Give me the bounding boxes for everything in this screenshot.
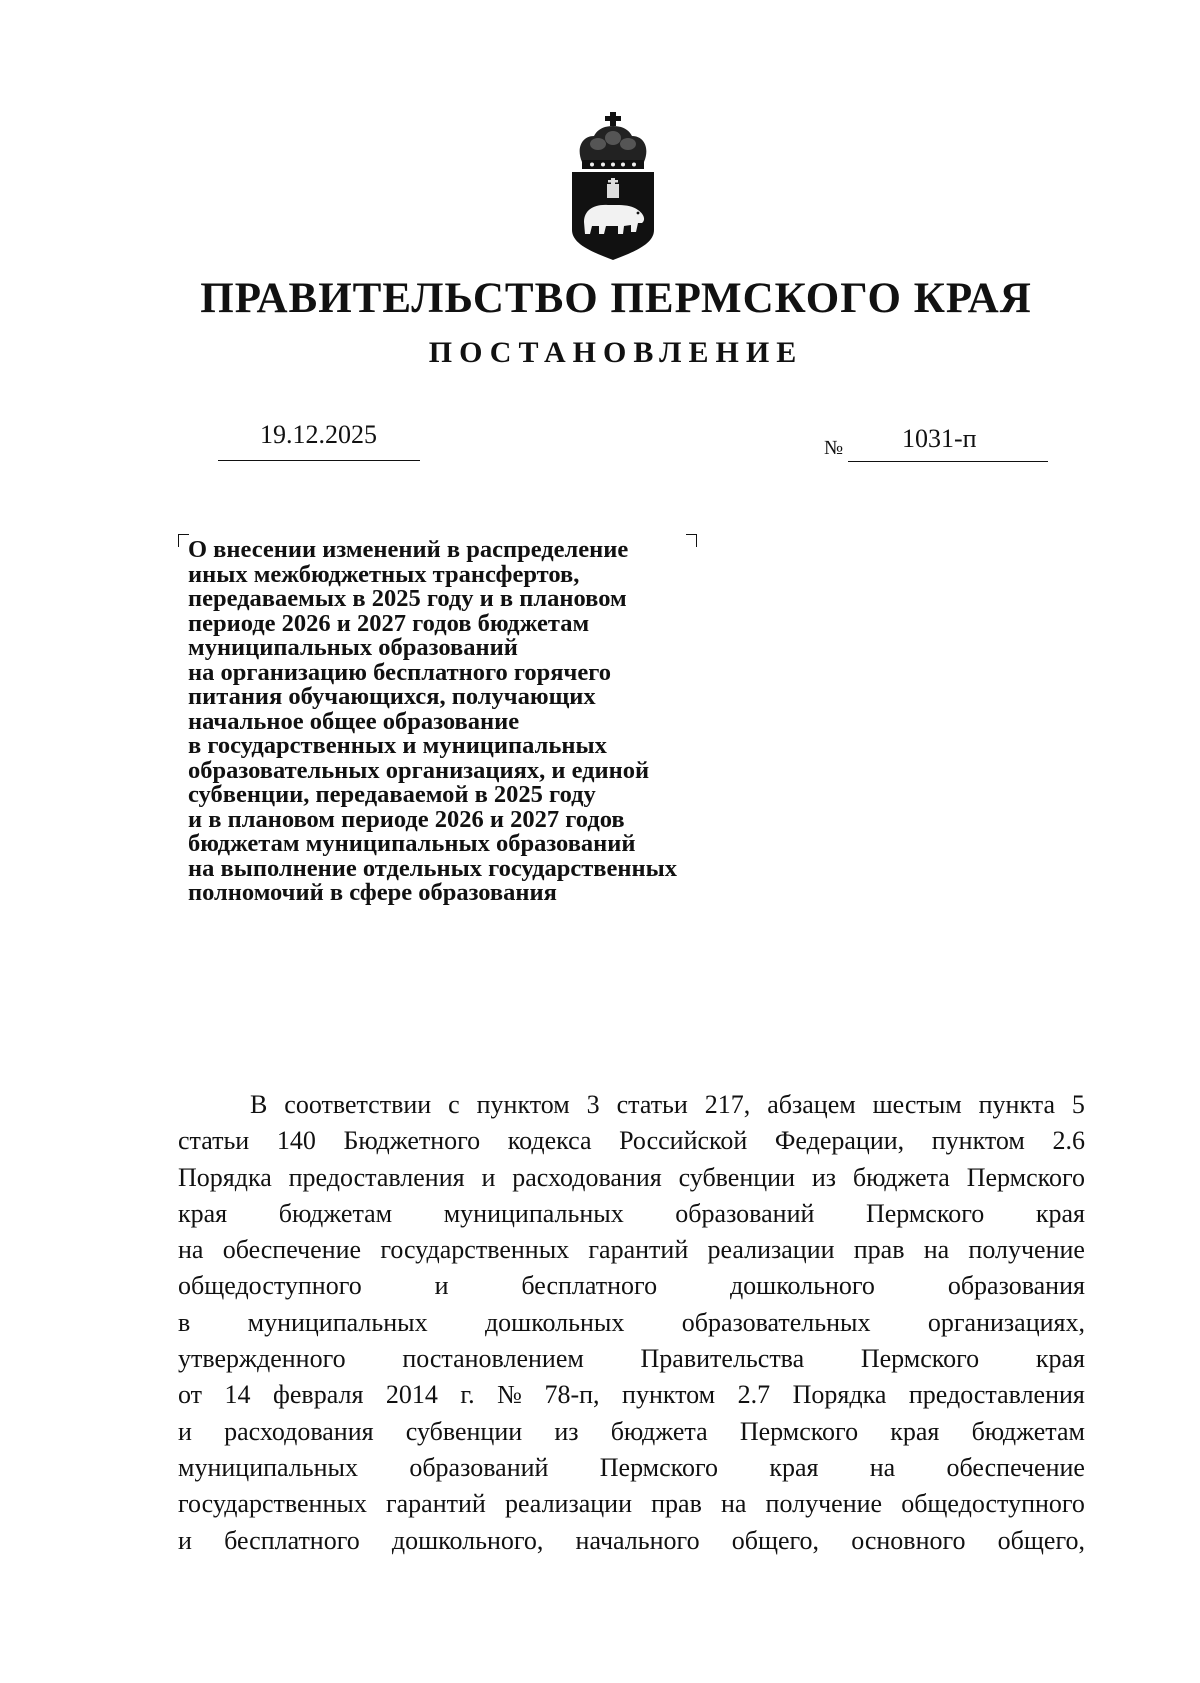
number-underline [848,461,1048,462]
subject-line: передаваемых в 2025 году и в плановом [188,585,627,612]
body-word: начального [575,1525,700,1555]
body-word: муниципальных [178,1452,359,1482]
body-word: кодекса [507,1126,592,1156]
body-word: получение [968,1235,1085,1265]
body-word: края [769,1452,819,1482]
body-word: и [178,1416,192,1446]
body-word: основного [851,1525,966,1555]
body-line [178,1414,1085,1450]
perm-krai-coat-of-arms-icon [568,110,658,260]
body-word: организациях, [927,1307,1085,1337]
body-word: края [1035,1198,1085,1228]
body-word: гарантий [385,1489,486,1519]
subject-line: О внесении изменений в распределение [188,536,629,563]
body-word: февраля [273,1380,364,1410]
subject-corner-mark-left [178,534,189,547]
body-word: бюджетам [971,1416,1085,1446]
body-word: бесплатного [521,1271,658,1301]
body-word: Правительства [640,1344,805,1374]
body-word: на [178,1235,204,1265]
body-line [178,1377,1085,1413]
body-word: и [178,1525,192,1555]
subject-line: бюджетам муниципальных образований [188,830,636,857]
body-word: края [890,1416,940,1446]
body-word: образований [675,1198,815,1228]
document-body [178,1087,1085,1559]
body-line [178,1123,1085,1159]
document-date-field [218,420,420,461]
body-word: государственных [178,1489,367,1519]
body-word: и [481,1162,496,1192]
body-word: края [178,1198,228,1228]
document-number: 1031-п [902,424,977,453]
body-line [178,1268,1085,1304]
body-word: на [923,1235,950,1265]
body-word: гарантий [588,1235,689,1265]
body-word: края [1035,1344,1085,1374]
body-line [178,1341,1085,1377]
body-line [178,1486,1085,1522]
body-word: В [250,1090,268,1119]
document-number-field [824,420,1048,462]
body-line [178,1196,1085,1232]
body-word: субвенции [678,1162,795,1192]
body-word: прав [853,1235,905,1265]
body-word: реализации [504,1489,633,1519]
body-word: бесплатного [224,1525,360,1555]
body-word: прав [651,1489,702,1519]
body-word: общего, [997,1525,1085,1555]
body-word: предоставления [908,1380,1085,1410]
body-word: Порядка [792,1380,887,1410]
body-word: дошкольных [484,1307,625,1337]
body-word: бюджетам [278,1198,393,1228]
document-date: 19.12.2025 [260,420,377,449]
body-word: соответствии [284,1090,432,1119]
body-word: бюджета [852,1162,950,1192]
body-word: с [448,1090,460,1119]
body-word: Порядка [178,1162,272,1192]
body-word: на [720,1489,747,1519]
body-word: Бюджетного [343,1126,481,1156]
body-word: 140 [276,1126,316,1156]
body-word: пунктом [476,1090,570,1119]
government-title: ПРАВИТЕЛЬСТВО ПЕРМСКОГО КРАЯ [200,275,1032,322]
subject-corner-mark-right [686,534,697,547]
body-line [178,1087,1085,1123]
body-word: образований [409,1452,549,1482]
body-word: на [869,1452,896,1482]
body-word: общего, [731,1525,820,1555]
body-word: 14 [224,1380,251,1410]
body-word: 217, [704,1090,751,1119]
body-word: образования [947,1271,1085,1301]
body-word: постановлением [402,1344,584,1374]
body-word: пунктом [622,1380,716,1410]
body-word: Российской [619,1126,748,1156]
subject-line: иных межбюджетных трансфертов, [188,560,580,588]
body-word: № [497,1380,522,1410]
subject-line: питания обучающихся, получающих [188,683,596,710]
body-word: статьи [178,1126,250,1156]
subject-line: периоде 2026 и 2027 годов бюджетам [188,609,590,637]
subject-line: на организацию бесплатного горячего [188,658,611,686]
body-word: Пермского [599,1452,718,1482]
body-word: дошкольного, [391,1525,544,1555]
body-word: реализации [707,1235,835,1265]
body-word: Пермского [739,1416,859,1446]
body-word: расходования [512,1162,662,1192]
body-word: обеспечение [222,1235,362,1265]
body-line [178,1450,1085,1486]
body-word: г. [460,1380,475,1410]
body-word: Пермского [865,1198,985,1228]
body-word: получение [765,1489,883,1519]
body-word: дошкольного [729,1271,875,1301]
body-word: муниципальных [443,1198,624,1228]
body-word: Пермского [860,1344,980,1374]
body-word: 3 [586,1090,600,1119]
subject-line: начальное общее образование [188,707,520,735]
body-line [178,1523,1085,1559]
body-line [178,1232,1085,1268]
body-word: 2.7 [737,1380,771,1410]
body-line [178,1160,1085,1196]
body-word: абзацем [767,1090,856,1119]
body-word: обеспечение [946,1452,1085,1482]
body-word: бюджета [610,1416,708,1446]
subject-line: полномочий в сфере образования [188,879,557,906]
subject-line: в государственных и муниципальных [188,732,607,759]
body-word: 5 [1071,1090,1085,1119]
body-word: государственных [380,1235,570,1265]
subject-line: и в плановом периоде 2026 и 2027 годов [188,805,625,833]
body-word: от [178,1380,203,1410]
body-word: и [434,1271,449,1301]
subject-line: субвенции, передаваемой в 2025 году [188,781,596,808]
body-word: в [178,1307,191,1337]
body-word: 2.6 [1052,1126,1085,1156]
body-word: Федерации, [774,1126,905,1156]
body-word: пунктом [931,1126,1025,1156]
body-word: расходования [224,1416,374,1446]
body-word: пункта [978,1090,1055,1119]
body-word: 78-п, [544,1380,600,1410]
body-word: из [811,1162,837,1192]
body-word: статьи [616,1090,688,1119]
body-word: образовательных [681,1307,871,1337]
document-subject [188,538,788,906]
body-word: 2014 [385,1380,438,1410]
body-word: предоставления [288,1162,465,1192]
body-line [178,1305,1085,1341]
body-word: шестым [872,1090,962,1119]
body-word: общедоступного [178,1271,362,1301]
subject-line: муниципальных образований [188,634,518,661]
subject-line: образовательных организациях, и единой [188,756,650,784]
body-word: субвенции [405,1416,523,1446]
body-word: утвержденного [178,1344,346,1374]
body-word: общедоступного [901,1489,1085,1519]
number-sign: № [824,437,844,459]
document-type-heading: ПОСТАНОВЛЕНИЕ [428,336,804,369]
body-word: муниципальных [247,1307,428,1337]
body-word: Пермского [966,1162,1085,1192]
body-word: из [554,1416,579,1446]
subject-line: на выполнение отдельных государственных [188,854,678,882]
